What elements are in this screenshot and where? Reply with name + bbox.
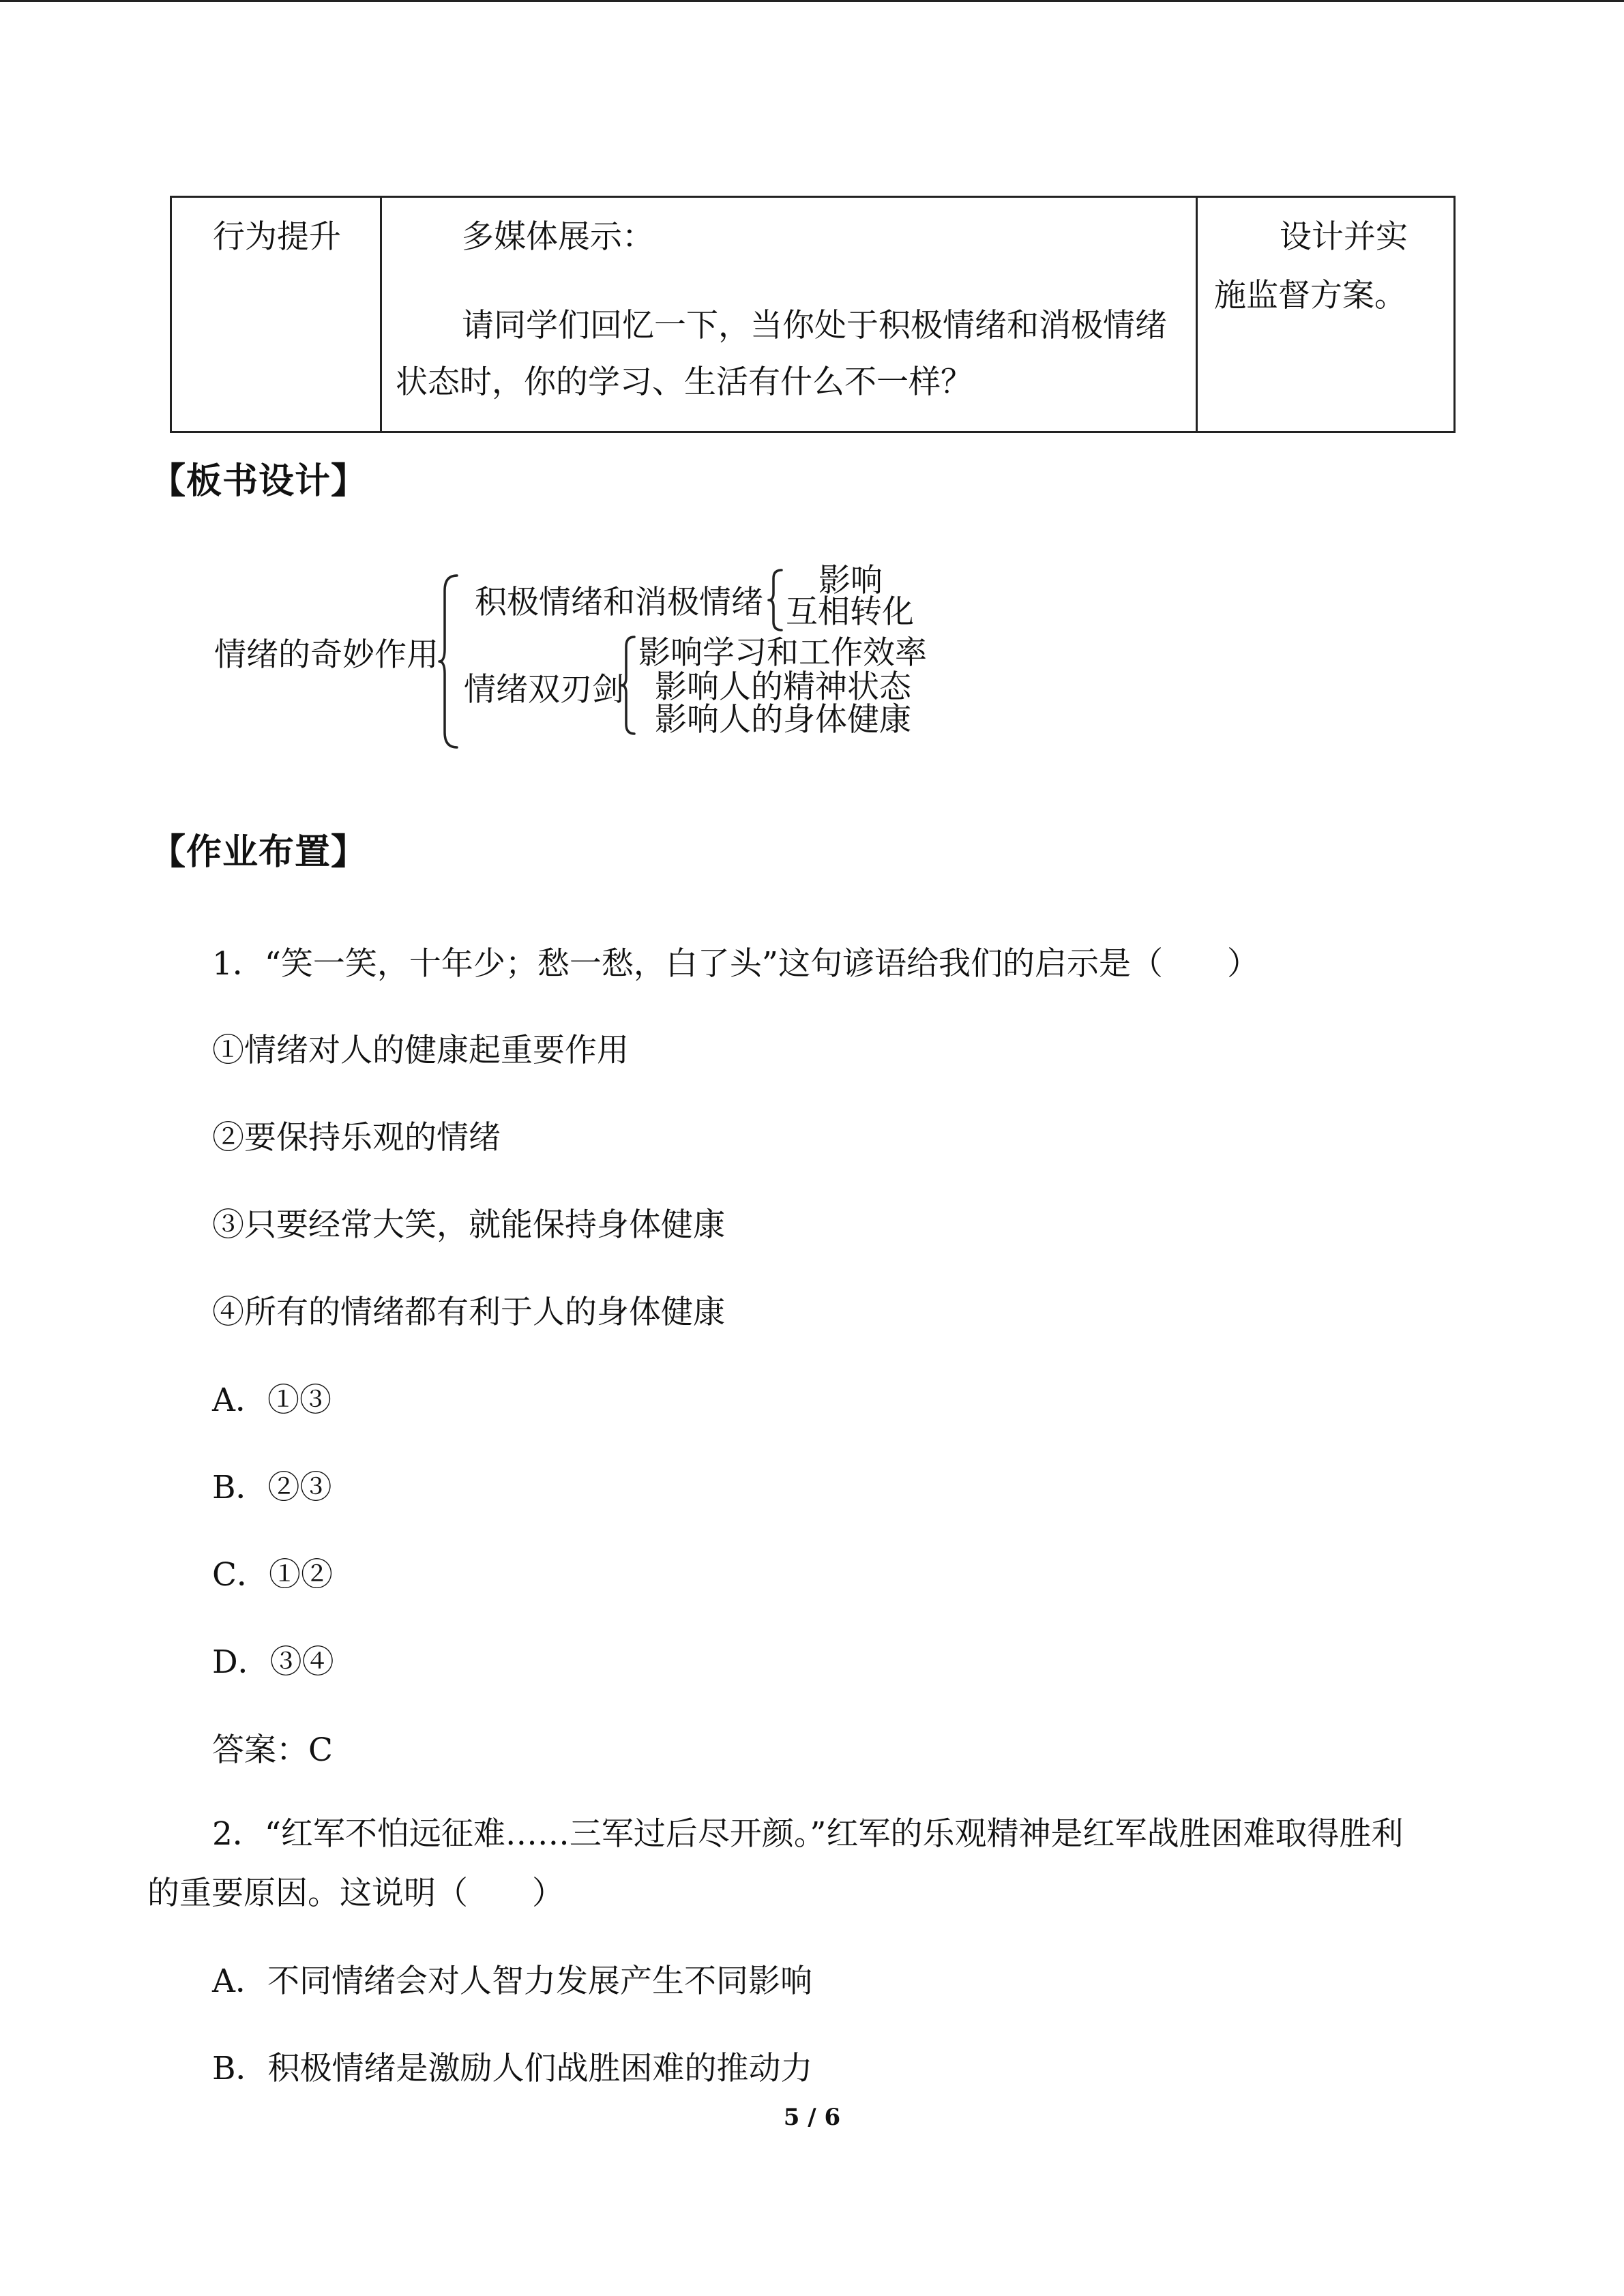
answer-option: A．不同情绪会对人智力发展产生不同影响 (212, 1963, 812, 2000)
table-cell-intent-line: 施监督方案。 (1214, 277, 1406, 314)
question-statement: ②要保持乐观的情绪 (212, 1119, 501, 1157)
question-statement: ①情绪对人的健康起重要作用 (212, 1032, 629, 1069)
board-branch-label: 积极情绪和消极情绪 (475, 584, 763, 621)
table-cell-activity-line: 多媒体展示： (462, 218, 654, 256)
question-stem: 2．“红军不怕远征难……三军过后尽开颜。”红军的乐观精神是红军战胜困难取得胜利 (212, 1815, 1404, 1853)
board-branch-item: 影响人的身体健康 (655, 701, 911, 739)
table-cell-activity-line: 请同学们回忆一下，当你处于积极情绪和消极情绪 (462, 307, 1167, 344)
board-sub-brace (767, 567, 787, 633)
question-stem: 的重要原因。这说明（ ） (147, 1875, 564, 1912)
page-top-border (0, 0, 1624, 2)
table-cell-intent-line: 设计并实 (1280, 218, 1408, 256)
board-branch-label: 情绪双刃剑 (464, 671, 624, 709)
question-statement: ④所有的情绪都有利于人的身体健康 (212, 1294, 725, 1331)
answer-option: D．③④ (212, 1643, 334, 1681)
board-sub-brace (619, 634, 640, 736)
page-number: 5 / 6 (783, 2104, 841, 2131)
table-divider (380, 198, 382, 431)
answer-option: C．①② (212, 1556, 333, 1594)
activity-table-row (170, 196, 1456, 433)
board-main-brace (437, 573, 467, 750)
board-branch-item: 互相转化 (786, 593, 914, 631)
answer-option: B．②③ (212, 1469, 332, 1506)
board-branch-item: 影响人的精神状态 (655, 668, 911, 706)
table-cell-phase: 行为提升 (213, 218, 341, 256)
board-design-heading: 【板书设计】 (150, 461, 368, 502)
board-branch-item: 影响学习和工作效率 (638, 634, 927, 672)
answer-option: B．积极情绪是激励人们战胜困难的推动力 (212, 2050, 813, 2087)
table-cell-activity-line: 状态时，你的学习、生活有什么不一样？ (396, 363, 973, 401)
table-divider (1196, 198, 1198, 431)
homework-heading: 【作业布置】 (150, 832, 368, 873)
board-root-label: 情绪的奇妙作用 (214, 636, 439, 674)
question-stem: 1．“笑一笑，十年少；愁一愁，白了头”这句谚语给我们的启示是（ ） (212, 945, 1259, 983)
question-statement: ③只要经常大笑，就能保持身体健康 (212, 1206, 725, 1244)
board-branch-item: 影响 (818, 562, 883, 599)
answer-key: 答案：C (212, 1731, 333, 1769)
answer-option: A．①③ (212, 1382, 331, 1419)
